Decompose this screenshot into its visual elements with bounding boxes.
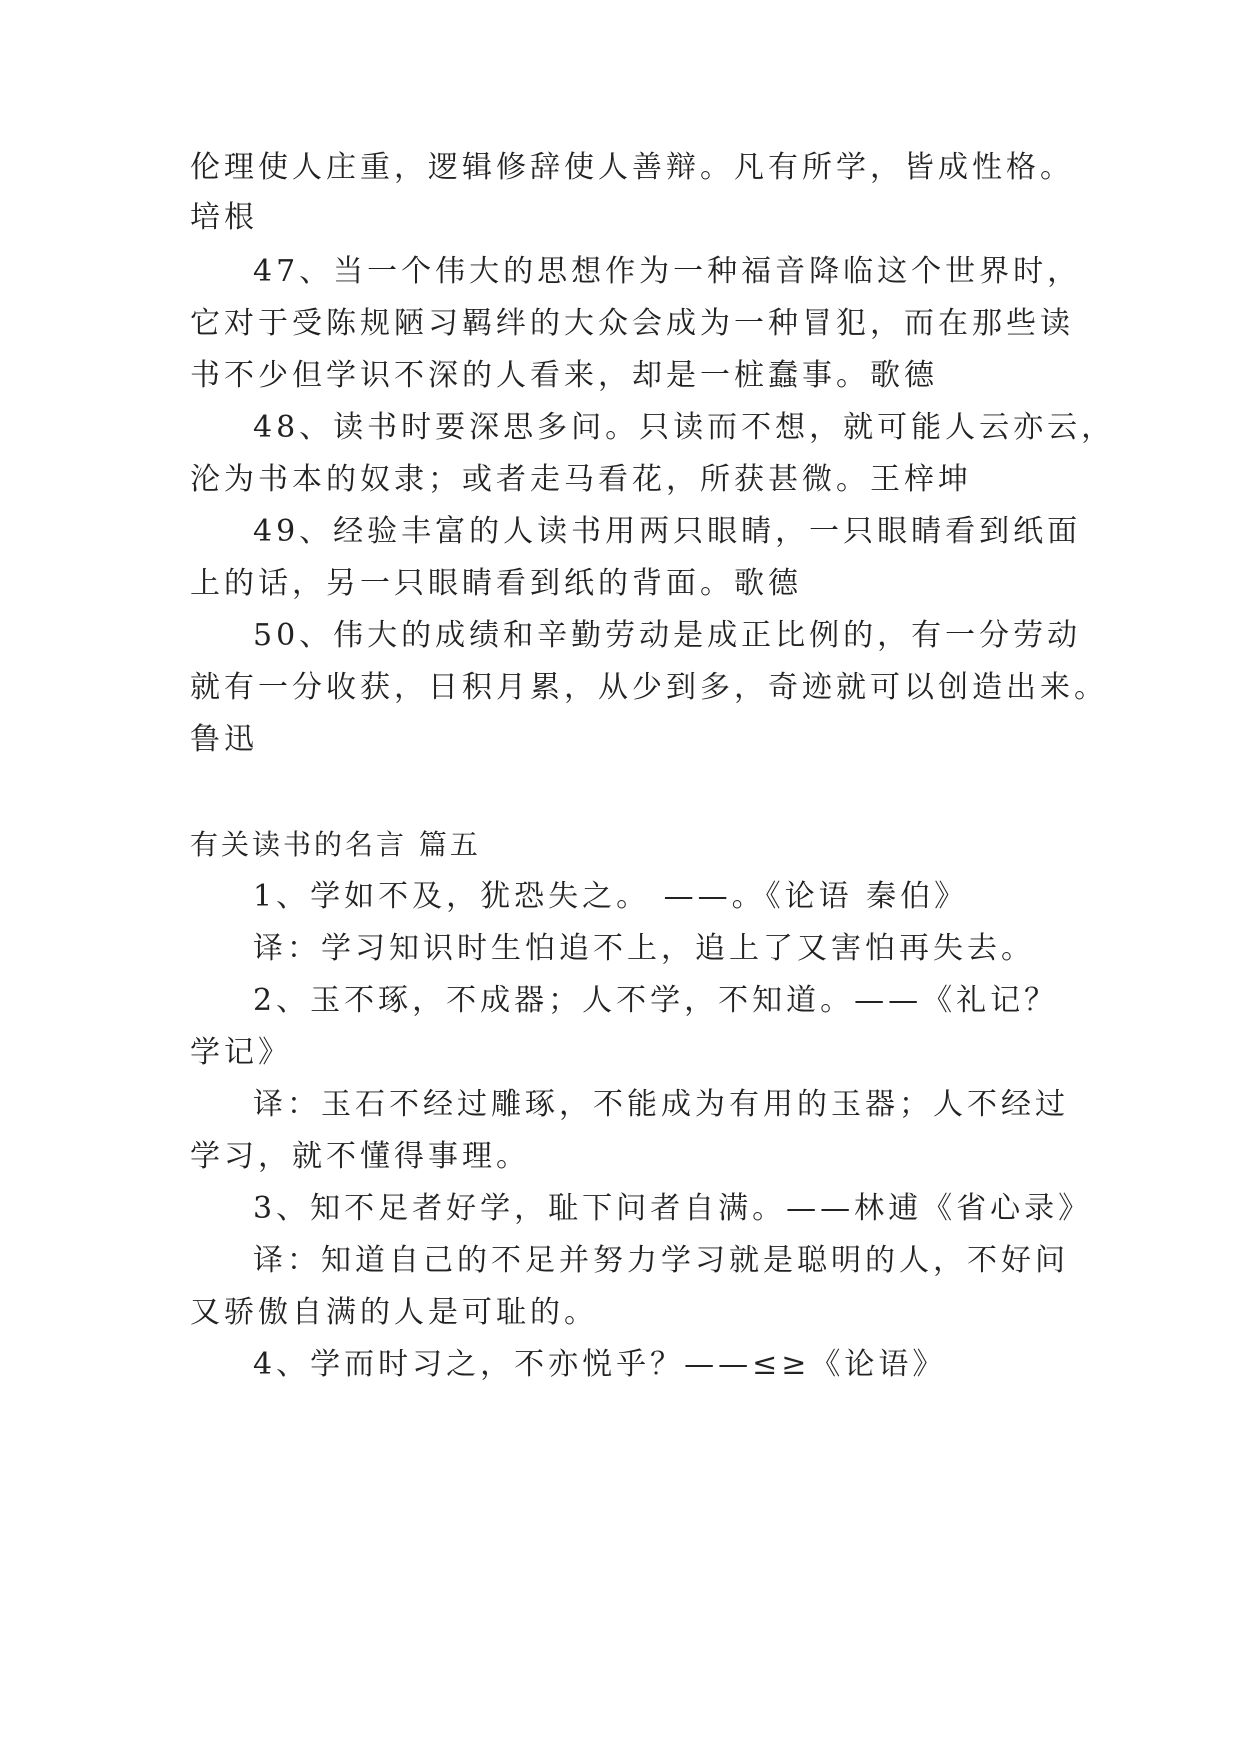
text-line: 又骄傲自满的人是可耻的。 [190, 1295, 598, 1330]
text-line: 47、当一个伟大的思想作为一种福音降临这个世界时， [253, 254, 1082, 289]
text-line: 译：知道自己的不足并努力学习就是聪明的人，不好问 [253, 1243, 1069, 1278]
text-line: 1、学如不及，犹恐失之。 ——。《论语 秦伯》 [253, 879, 969, 914]
text-line: 书不少但学识不深的人看来，却是一桩蠢事。歌德 [190, 358, 938, 393]
text-line: 48、读书时要深思多问。只读而不想，就可能人云亦云， [253, 410, 1116, 445]
text-line: 50、伟大的成绩和辛勤劳动是成正比例的，有一分劳动 [253, 618, 1082, 653]
text-line: 译：玉石不经过雕琢，不能成为有用的玉器；人不经过 [253, 1087, 1069, 1122]
text-line: 培根 [190, 200, 258, 235]
text-line: 就有一分收获，日积月累，从少到多，奇迹就可以创造出来。 [190, 670, 1108, 705]
text-line: 3、知不足者好学，耻下问者自满。——林逋《省心录》 [253, 1191, 1093, 1226]
text-line: 鲁迅 [190, 722, 258, 757]
section-heading: 有关读书的名言 篇五 [190, 828, 481, 861]
text-line: 学记》 [190, 1035, 292, 1070]
text-line: 4、学而时习之，不亦悦乎？——≤≥《论语》 [253, 1347, 947, 1382]
text-line: 学习，就不懂得事理。 [190, 1139, 530, 1174]
text-line: 它对于受陈规陋习羁绊的大众会成为一种冒犯，而在那些读 [190, 306, 1074, 341]
text-line: 2、玉不琢，不成器；人不学，不知道。——《礼记？ [253, 983, 1059, 1018]
text-line: 49、经验丰富的人读书用两只眼睛，一只眼睛看到纸面 [253, 514, 1082, 549]
text-line: 伦理使人庄重，逻辑修辞使人善辩。凡有所学，皆成性格。 [190, 150, 1074, 185]
text-line: 译：学习知识时生怕追不上，追上了又害怕再失去。 [253, 931, 1035, 966]
text-line: 上的话，另一只眼睛看到纸的背面。歌德 [190, 566, 802, 601]
text-line: 沦为书本的奴隶；或者走马看花，所获甚微。王梓坤 [190, 462, 972, 497]
